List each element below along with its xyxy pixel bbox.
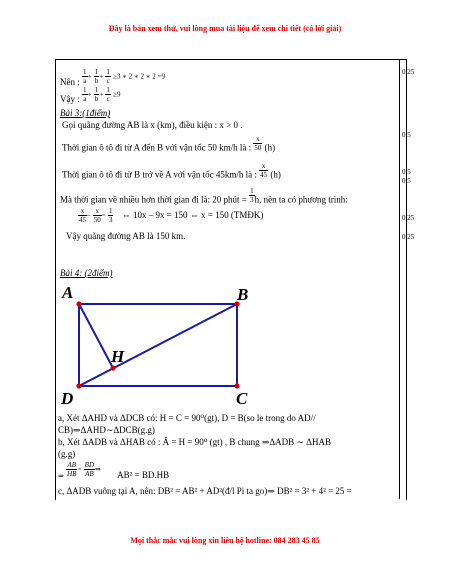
score-3: 0,5 <box>402 168 411 176</box>
frac-1c: $\frac{1}{c}$ <box>106 68 110 85</box>
bai4-part-a-line2: CB)⇒ΔAHD∼ΔDCB(g.g) <box>58 425 155 435</box>
score-6: 0,25 <box>402 233 415 241</box>
preview-notice-header: Đây là bản xem thử, vui lòng mua tài liệu để xem chi tiết (có lời giải) <box>108 24 342 33</box>
vay-label: Vậy : <box>60 93 80 104</box>
equation-tail: ⇔ 10x – 9x = 150 ⇔ x = 150 (TMĐK) <box>121 209 264 220</box>
bai3-let-line: Gọi quãng đường AB là x (km), điều kiện : x > 0 . <box>62 120 243 130</box>
score-column-divider <box>399 59 400 499</box>
label-b: B <box>237 285 249 304</box>
frac-1a: $\frac{1}{a}$ <box>83 68 87 85</box>
label-d: D <box>61 389 74 408</box>
label-a: A <box>62 283 74 302</box>
bai4-title: Bài 4: (2điểm) <box>60 268 113 278</box>
bai3-equation-intro: Mà thời gian về nhiều hơn thời gian đi là: 20 phút = $\frac{1}{3}$ h, nên ta có phương trình: <box>60 187 348 205</box>
vay-tail: ≥9 <box>113 90 121 99</box>
segment-db <box>79 304 237 386</box>
bai3-title: Bài 3:(1điểm) <box>60 108 111 118</box>
frac-x-50: $\frac{x}{50}$ <box>254 135 262 152</box>
bai3-equation: $\frac{x}{45}$ – $\frac{x}{50}$ = $\frac{1}{3}$ ⇔ 10x – 9x = 150 ⇔ x = 150 (TMĐK) <box>79 207 264 224</box>
bai3-conclusion: Vậy quãng đường AB là 150 km. <box>66 231 186 241</box>
nen-label: Nên : <box>60 76 80 87</box>
segment-ah <box>79 304 113 368</box>
frac-1-3: $\frac{1}{3}$ <box>250 187 254 204</box>
part-b-result: AB² = BD.HB <box>117 469 170 480</box>
bai4-part-a-line1: a, Xét ΔAHD và ΔDCB có: H = C = 90⁰(gt), D = B(so le trong do AD// <box>58 413 316 423</box>
frac-x-45: $\frac{x}{45}$ <box>260 162 268 179</box>
score-2: 0,5 <box>402 131 411 139</box>
bai4-part-c-line1: c, ΔADB vuông tại A, nên: DB² = AB² + AD²(đ/l Pi ta go)⇒ DB² = 3² + 4² = 25 = <box>58 486 352 496</box>
point-d <box>76 383 81 388</box>
score-5: 0,25 <box>402 214 415 222</box>
score-1: 0,25 <box>402 68 415 76</box>
bai4-part-b-line3: $_\Rightarrow$ $\frac{AB}{HB}$ = $\frac{BD}{AB}$ ⇒ AB² = BD.HB <box>58 461 170 480</box>
nen-tail: ≥3 ∗ 2 ∗ 2 ∗ 2 =9 <box>113 72 165 81</box>
point-c <box>234 383 239 388</box>
label-h: H <box>111 347 125 366</box>
vay-line: Vậy : $\frac{1}{a}$ + $\frac{1}{b}$ + $\frac{1}{c}$ ≥9 <box>60 86 121 104</box>
point-a <box>76 301 81 306</box>
frac-1b: $\frac{1}{b}$ <box>94 68 99 85</box>
bai3-time-back-line: Thời gian ô tô đi từ B trở về A với vận tốc 45km/h là : $\frac{x}{45}$ (h) <box>62 162 281 180</box>
label-c: C <box>236 389 248 408</box>
rectangle-figure <box>55 280 275 410</box>
bai3-time-go-line: Thời gian ô tô đi từ A đến B với vận tốc 50 km/h là : $\frac{x}{50}$ (h) <box>62 135 276 153</box>
hotline-notice-footer: Mọi thắc mắc vui lòng xin liên hệ hotline: 084 283 45 85 <box>130 536 320 545</box>
nen-line: Nên : $\frac{1}{a}$ + $\frac{1}{b}$ + $\frac{1}{c}$ ≥3 ∗ 2 ∗ 2 ∗ 2 =9 <box>60 68 165 87</box>
bai4-part-b-line2: (g.g) <box>58 449 76 459</box>
figure-lines <box>79 304 237 386</box>
bai4-part-b-line1: b, Xét ΔADB và ΔHAB có : Â = H = 90⁰ (gt) , B chung ⇒ΔADB ∼ ΔHAB <box>58 437 331 447</box>
point-h <box>110 365 115 370</box>
score-4: 0,5 <box>402 177 411 185</box>
